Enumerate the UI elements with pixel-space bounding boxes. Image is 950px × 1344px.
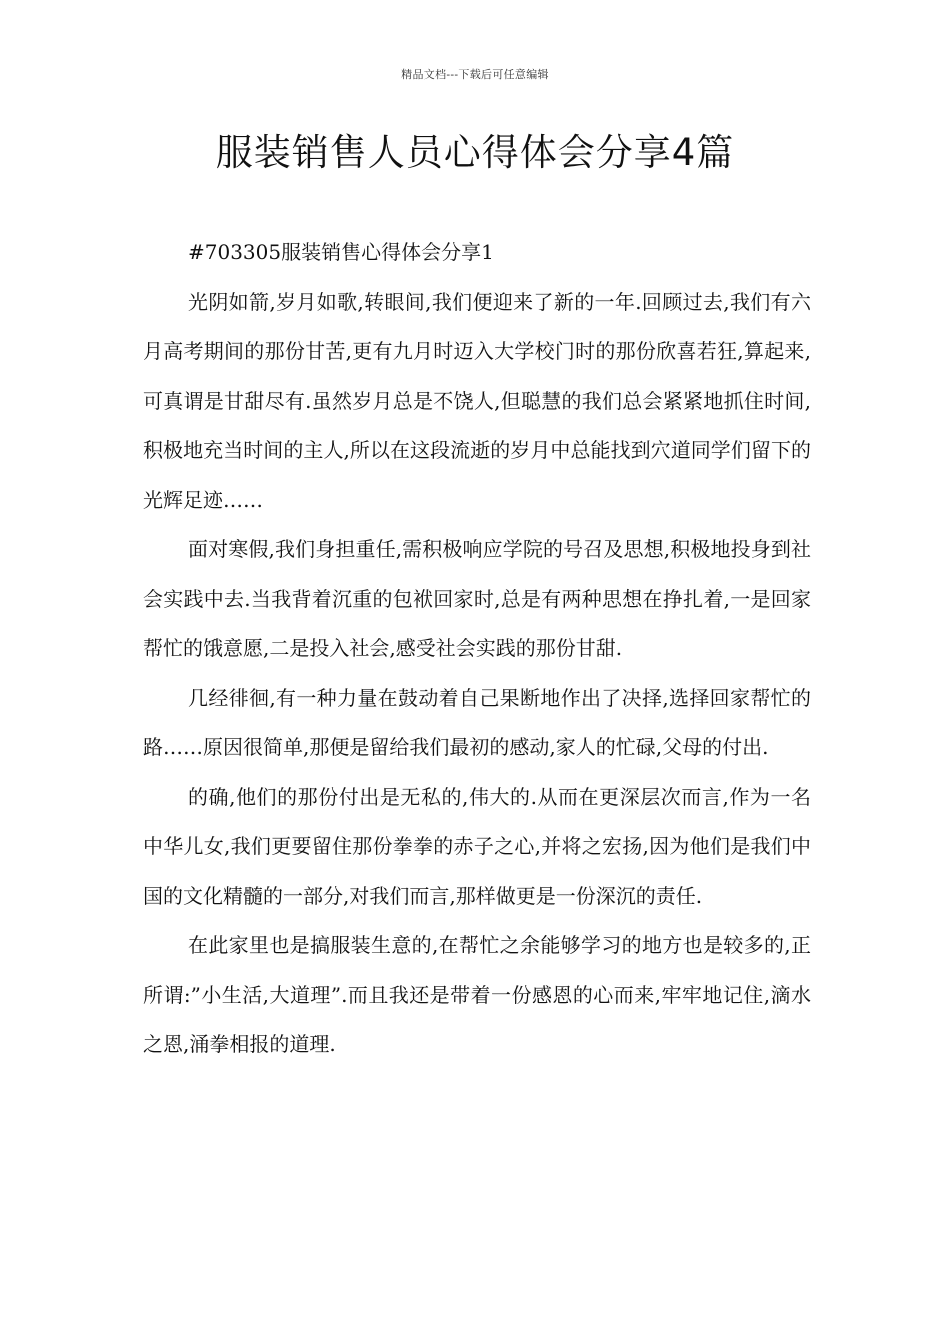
paragraph-4: 的确,他们的那份付出是无私的,伟大的.从而在更深层次而言,作为一名中华儿女,我们更要留住那份拳拳的赤子之心,并将之宏扬,因为他们是我们中国的文化精髓的一部分,对我们而言,那样做更是一份深沉的责任. xyxy=(143,784,811,908)
paragraph-2: 面对寒假,我们身担重任,需积极响应学院的号召及思想,积极地投身到社会实践中去.当我背着沉重的包袱回家时,总是有两种思想在挣扎着,一是回家帮忙的饿意愿,二是投入社会,感受社会实践的那份甘甜. xyxy=(143,537,811,660)
paragraph-5: 在此家里也是搞服装生意的,在帮忙之余能够学习的地方也是较多的,正所谓:”小生活,大道理”.而且我还是带着一份感恩的心而来,牢牢地记住,滴水之恩,涌拳相报的道理. xyxy=(143,933,811,1056)
paragraph-1: 光阴如箭,岁月如歌,转眼间,我们便迎来了新的一年.回顾过去,我们有六月高考期间的那份甘苦,更有九月时迈入大学校门时的那份欣喜若狂,算起来,可真谓是甘甜尽有.虽然岁月总是不饶人,但聪慧的我们总会紧紧地抓住时间,积极地充当时间的主人,所以在这段流逝的岁月中总能找到穴道同学们留下的光辉足迹…… xyxy=(143,289,811,512)
header-note: 精品文档---下载后可任意编辑 xyxy=(401,68,549,81)
document-body xyxy=(143,228,811,1070)
document-title: 服装销售人员心得体会分享4篇 xyxy=(215,131,735,174)
paragraph-3: 几经徘徊,有一种力量在鼓动着自己果断地作出了决择,选择回家帮忙的路……原因很简单,那便是留给我们最初的感动,家人的忙碌,父母的付出. xyxy=(143,685,811,759)
section-heading: #703305服装销售心得体会分享1 xyxy=(188,240,494,264)
